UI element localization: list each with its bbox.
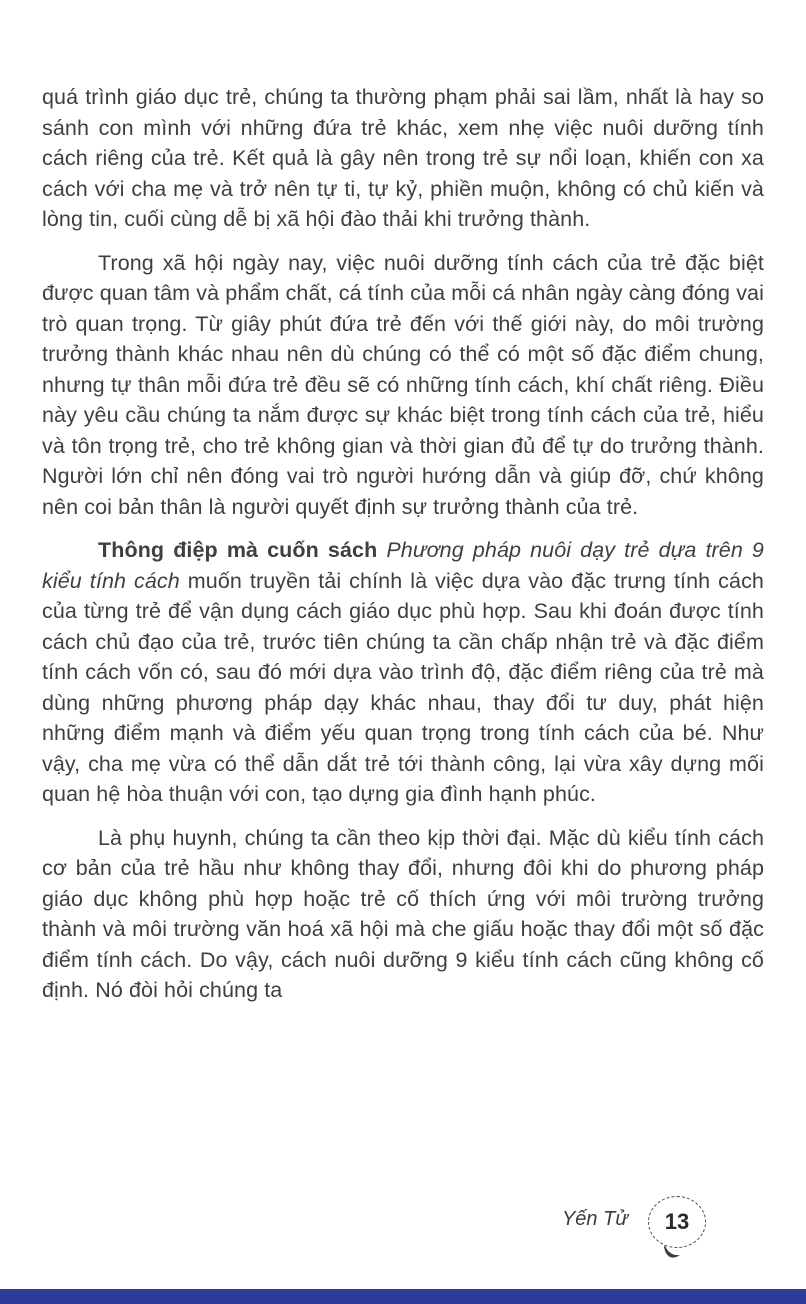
paragraph: [42, 535, 764, 810]
text-segment: Là phụ huynh, chúng ta cần theo kịp thời đại. Mặc dù kiểu tính cách cơ bản của trẻ hầu như không thay đổi, nhưng đôi khi do phương pháp giáo dục không phù hợp hoặc trẻ cố thích ứng với môi trường trưởng thành và môi trường văn hoá xã hội mà che giấu hoặc thay đổi một số đặc điểm tính cách. Do vậy, cách nuôi dưỡng 9 kiểu tính cách cũng không cố định. Nó đòi hỏi chúng ta: [42, 825, 764, 1002]
bottom-accent-bar: [0, 1289, 806, 1304]
text-segment: Trong xã hội ngày nay, việc nuôi dưỡng tính cách của trẻ đặc biệt được quan tâm và phẩm chất, cá tính của mỗi cá nhân ngày càng đóng vai trò quan trọng. Từ giây phút đứa trẻ đến với thế giới này, do môi trường trưởng thành khác nhau nên dù chúng có thể có một số đặc điểm chung, nhưng tự thân mỗi đứa trẻ đều sẽ có những tính cách, khí chất riêng. Điều này yêu cầu chúng ta nắm được sự khác biệt trong tính cách của trẻ, hiểu và tôn trọng trẻ, cho trẻ không gian và thời gian đủ để tự do trưởng thành. Người lớn chỉ nên đóng vai trò người hướng dẫn và giúp đỡ, chứ không nên coi bản thân là người quyết định sự trưởng thành của trẻ.: [42, 250, 764, 519]
page-number-bubble: [648, 1196, 706, 1248]
paragraph: [42, 248, 764, 523]
text-segment: quá trình giáo dục trẻ, chúng ta thường phạm phải sai lầm, nhất là hay so sánh con mình với những đứa trẻ khác, xem nhẹ việc nuôi dưỡng tính cách riêng của trẻ. Kết quả là gây nên trong trẻ sự nổi loạn, khiến con xa cách với cha mẹ và trở nên tự ti, tự kỷ, phiền muộn, không có chủ kiến và lòng tin, cuối cùng dễ bị xã hội đào thải khi trưởng thành.: [42, 85, 764, 231]
text-segment: Thông điệp mà cuốn sách: [98, 538, 387, 562]
page-footer: [562, 1196, 706, 1248]
author-name: Yến Tử: [561, 1207, 628, 1230]
paragraph: [42, 823, 764, 1006]
page-number: 13: [664, 1209, 690, 1234]
bubble-tail-icon: [661, 1245, 683, 1261]
page-body: [42, 82, 764, 1019]
text-segment: muốn truyền tải chính là việc dựa vào đặc trưng tính cách của từng trẻ để vận dụng cách giáo dục phù hợp. Sau khi đoán được tính cách chủ đạo của trẻ, trước tiên chúng ta cần chấp nhận trẻ và đặc điểm tính cách vốn có, sau đó mới dựa vào trình độ, đặc điểm riêng của trẻ mà dùng những phương pháp dạy khác nhau, thay đổi tư duy, phát hiện những điểm mạnh và điểm yếu quan trọng trong tính cách của bé. Như vậy, cha mẹ vừa có thể dẫn dắt trẻ tới thành công, lại vừa xây dựng mối quan hệ hòa thuận với con, tạo dựng gia đình hạnh phúc.: [42, 568, 764, 806]
text-segment: Phương pháp nuôi dạy trẻ dựa trên 9 kiểu tính cách: [42, 538, 764, 593]
paragraph: [42, 82, 764, 235]
